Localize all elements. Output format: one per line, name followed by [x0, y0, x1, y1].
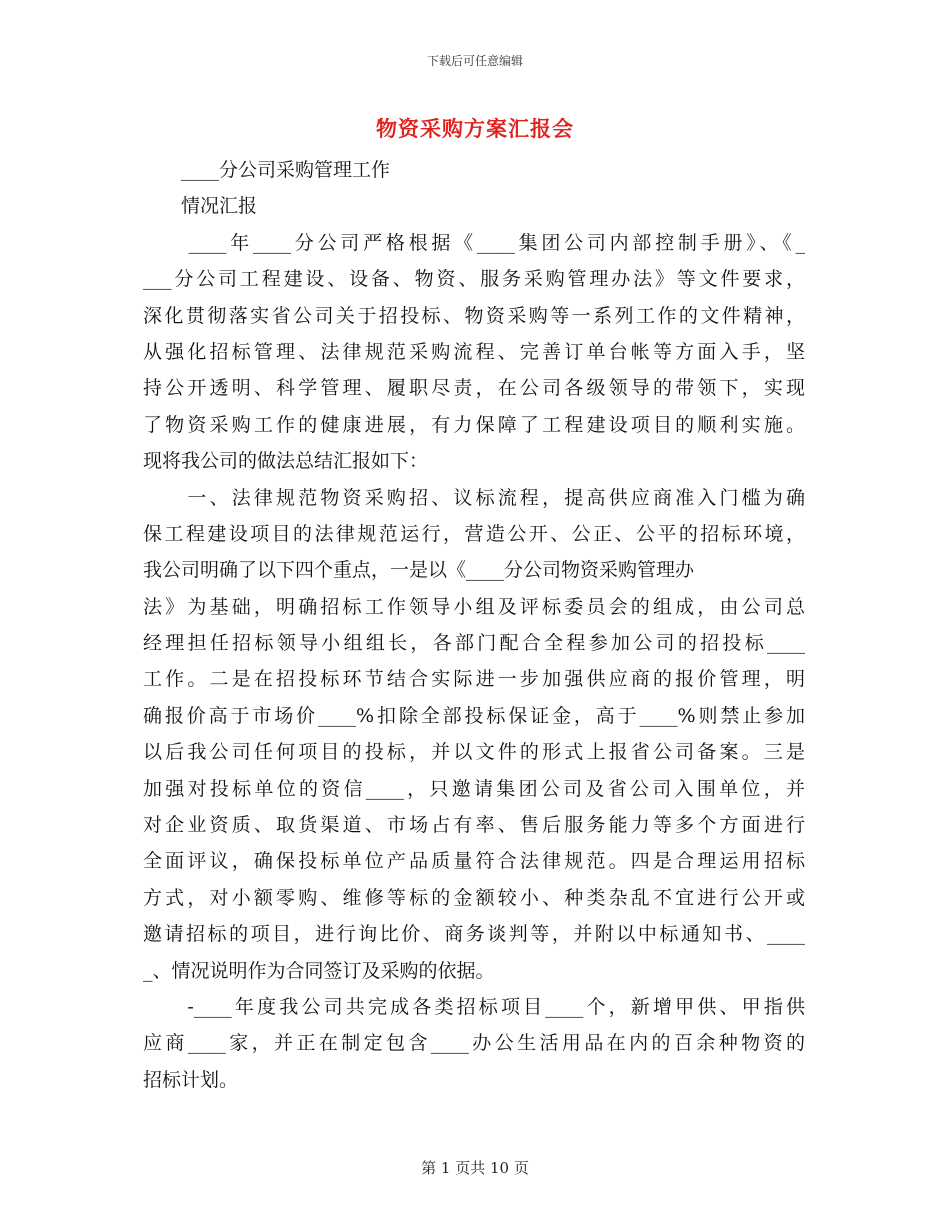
document-title: 物资采购方案汇报会 [376, 116, 574, 141]
text-line: 从强化招标管理、法律规范采购流程、完善订单台帐等方面入手，坚 [143, 340, 805, 363]
text-line: 加强对投标单位的资信____，只邀请集团公司及省公司入围单位，并 [143, 777, 805, 800]
text-line: 方式，对小额零购、维修等标的金额较小、种类杂乱不宜进行公开或 [143, 886, 805, 909]
text-line: 了物资采购工作的健康进展，有力保障了工程建设项目的顺利实施。 [143, 413, 805, 436]
page-header: 下载后可任意编辑 [426, 54, 523, 68]
text-line: 全面评议，确保投标单位产品质量符合法律规范。四是合理运用招标 [143, 850, 805, 873]
text-line: 以后我公司任何项目的投标，并以文件的形式上报省公司备案。三是 [143, 741, 805, 764]
text-line: 我公司明确了以下四个重点，一是以《____分公司物资采购管理办 [143, 559, 695, 582]
text-line: 一、法律规范物资采购招、议标流程，提高供应商准入门槛为确 [143, 486, 805, 509]
text-line: 经理担任招标领导小组组长，各部门配合全程参加公司的招投标____ [143, 632, 805, 655]
text-line: 招标计划。 [143, 1068, 239, 1091]
text-line: 情况汇报 [143, 195, 258, 218]
text-line: 持公开透明、科学管理、履职尽责，在公司各级领导的带领下，实现 [143, 377, 805, 400]
text-line: 保工程建设项目的法律规范运行，营造公开、公正、公平的招标环境， [143, 522, 805, 545]
text-line: 应商____家，并正在制定包含____办公生活用品在内的百余种物资的 [143, 1032, 805, 1055]
text-line: 深化贯彻落实省公司关于招投标、物资采购等一系列工作的文件精神， [143, 304, 805, 327]
page-footer: 第 1 页共 10 页 [421, 1159, 529, 1177]
text-line: 邀请招标的项目，进行询比价、商务谈判等，并附以中标通知书、____ [143, 923, 805, 946]
text-line: 确报价高于市场价____%扣除全部投标保证金，高于____%则禁止参加 [143, 704, 805, 727]
text-line: _、情况说明作为合同签订及采购的依据。 [143, 959, 495, 982]
document-body [143, 152, 805, 1098]
text-line: ____年____分公司严格根据《____集团公司内部控制手册》、《_ [143, 231, 805, 254]
text-line: ___分公司工程建设、设备、物资、服务采购管理办法》等文件要求， [143, 268, 805, 291]
text-line: 工作。二是在招投标环节结合实际进一步加强供应商的报价管理，明 [143, 668, 805, 691]
text-line: 对企业资质、取货渠道、市场占有率、售后服务能力等多个方面进行 [143, 814, 805, 837]
text-line: -____年度我公司共完成各类招标项目____个，新增甲供、甲指供 [143, 995, 805, 1018]
text-line: 法》为基础，明确招标工作领导小组及评标委员会的组成，由公司总 [143, 595, 805, 618]
text-line: 现将我公司的做法总结汇报如下： [143, 450, 429, 473]
text-line: ____分公司采购管理工作 [143, 159, 391, 181]
